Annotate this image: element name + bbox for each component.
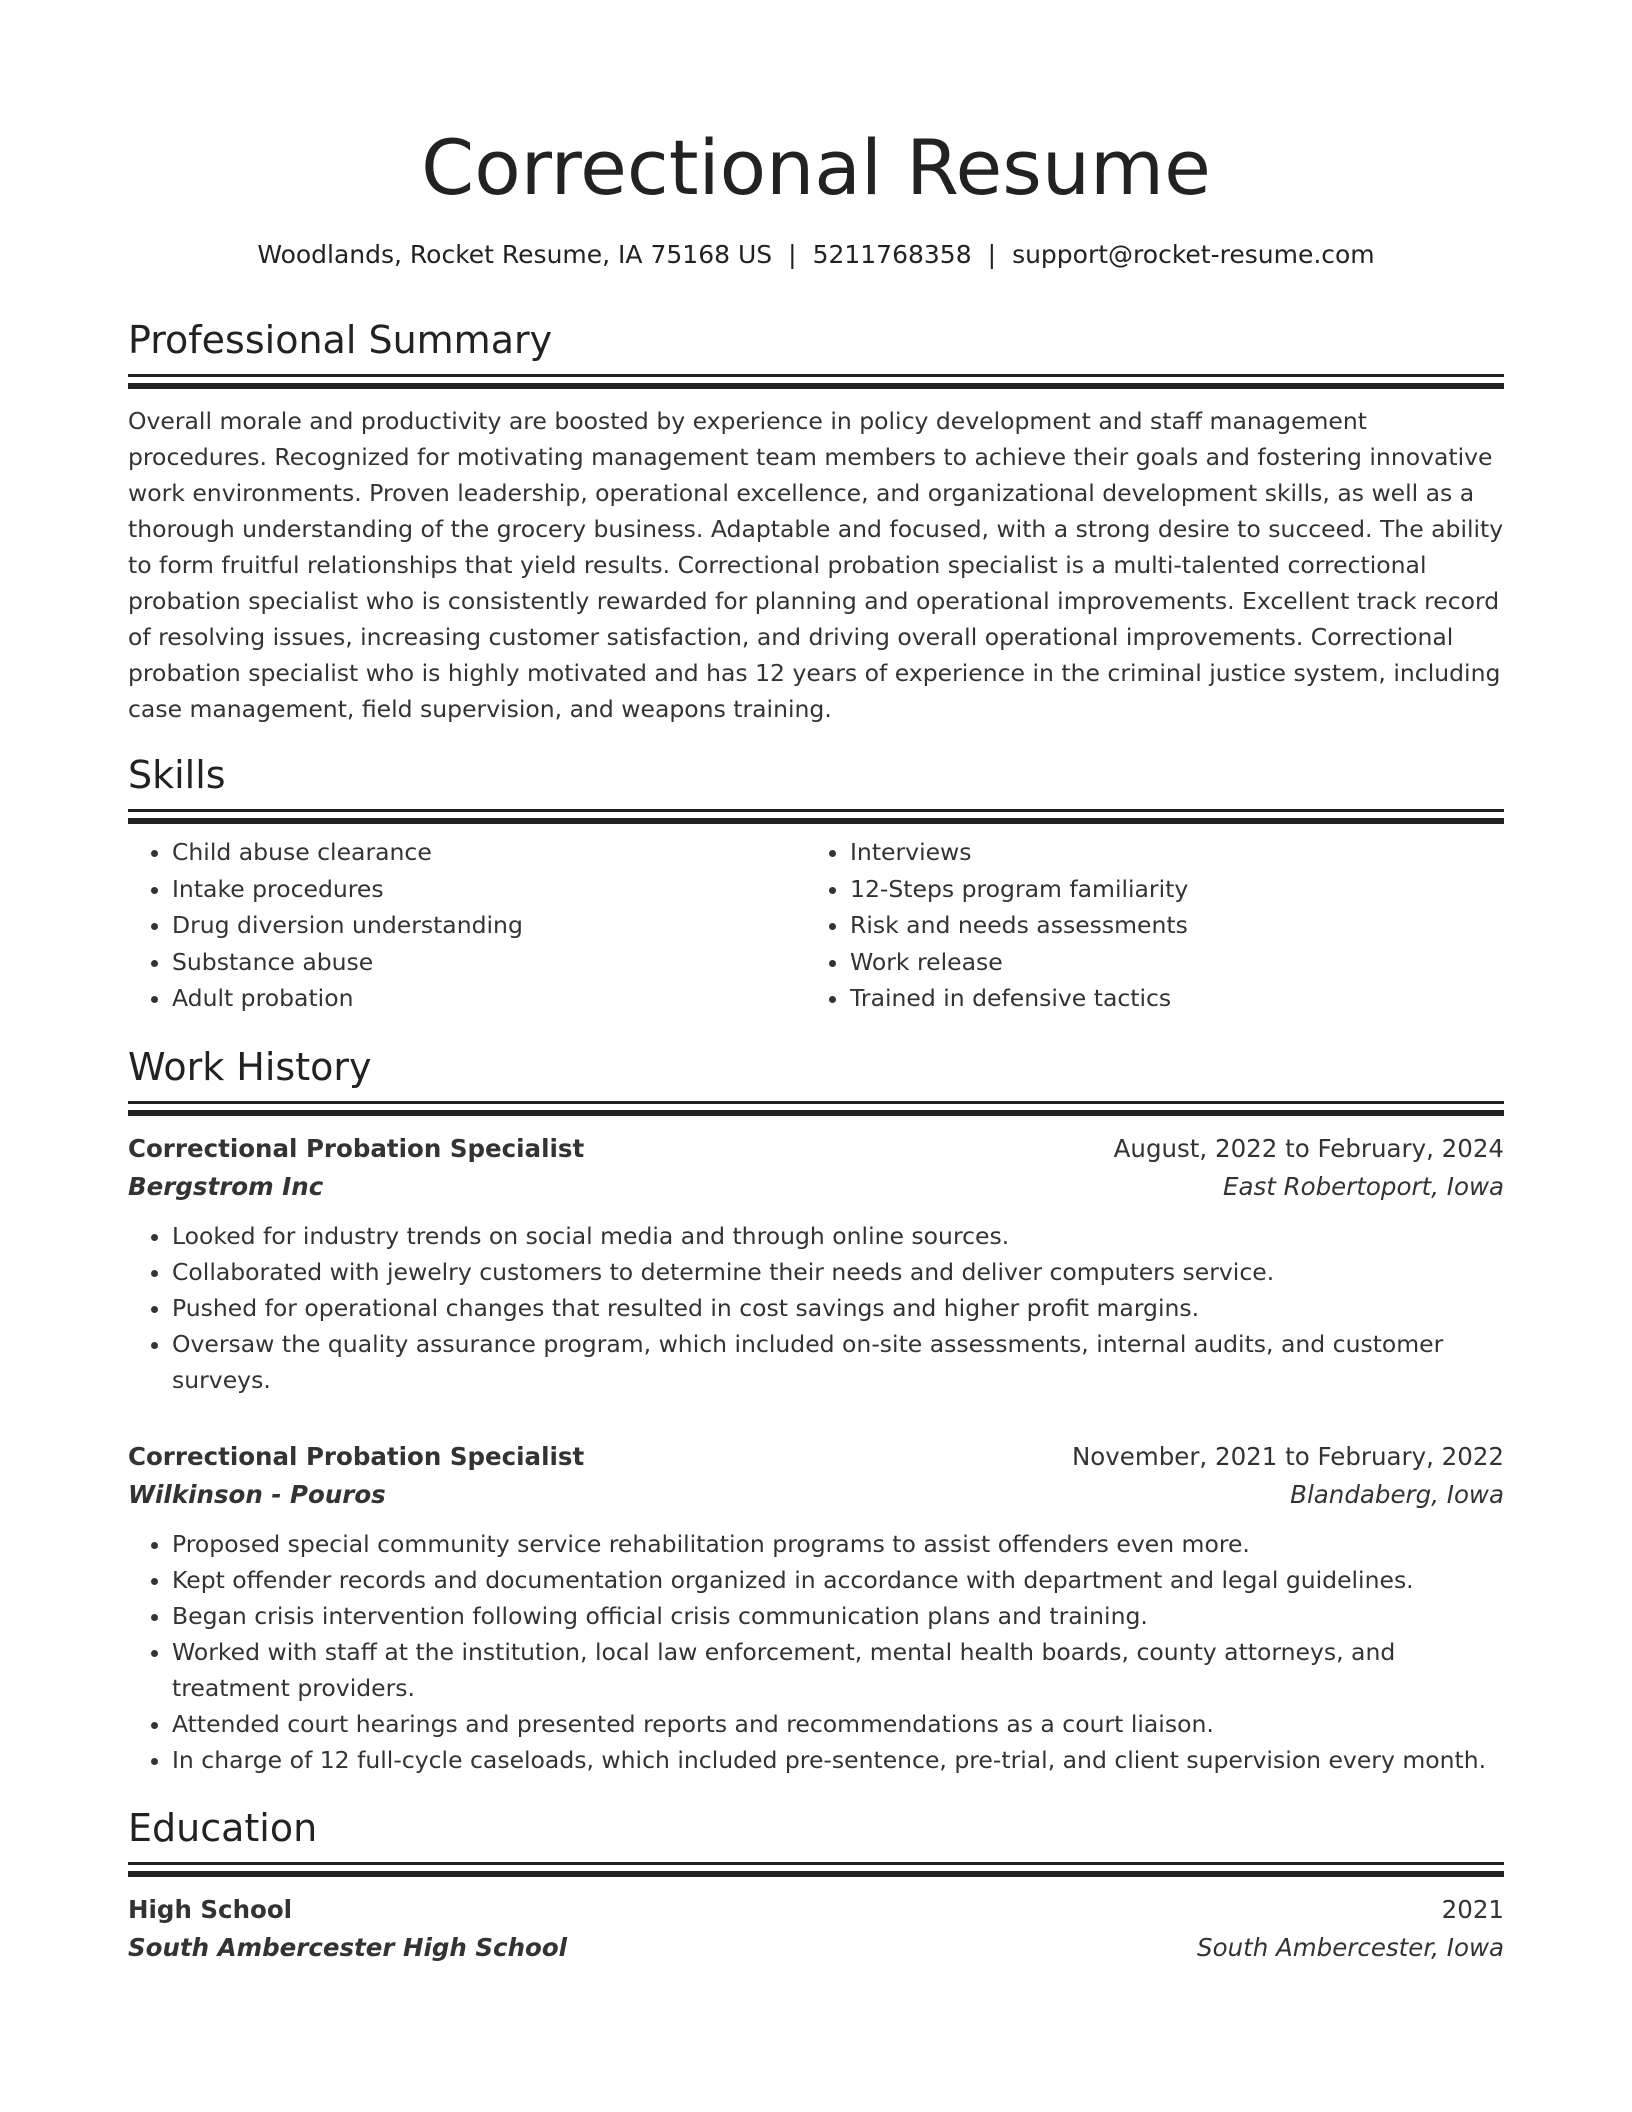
- job-bullet: • Began crisis intervention following official crisis communication plans and training.: [172, 1598, 1504, 1634]
- job-bullet: • Pushed for operational changes that resulted in cost savings and higher profit margins.: [172, 1290, 1504, 1326]
- job-bullets: [128, 1526, 1504, 1778]
- work-history-section: [128, 1043, 1504, 1778]
- job-dates: November, 2021 to February, 2022: [1071, 1441, 1504, 1471]
- job-bullet: • Attended court hearings and presented reports and recommendations as a court liaison.: [172, 1706, 1504, 1742]
- skill-item: • Drug diversion understanding: [172, 907, 806, 944]
- job-bullet: • Worked with staff at the institution, local law enforcement, mental health boards, county attorneys, and treatment providers.: [172, 1634, 1504, 1706]
- job-location: Blandaberg, Iowa: [1290, 1479, 1504, 1509]
- section-heading: Professional Summary: [128, 318, 553, 362]
- education-year: 2021: [1441, 1894, 1504, 1924]
- job-header: [128, 1130, 1504, 1168]
- job-subheader: [128, 1476, 1504, 1514]
- section-divider-thick: [128, 818, 1504, 824]
- job-company: Wilkinson - Pouros: [128, 1479, 386, 1509]
- skill-item: • Substance abuse: [172, 944, 806, 981]
- education-header: [128, 1891, 1504, 1929]
- job-bullet: • Looked for industry trends on social media and through online sources.: [172, 1218, 1504, 1254]
- skills-column-right: [806, 834, 1504, 1017]
- job-subheader: [128, 1168, 1504, 1206]
- job-bullet: • Proposed special community service rehabilitation programs to assist offenders even more.: [172, 1526, 1504, 1562]
- job-dates: August, 2022 to February, 2024: [1113, 1133, 1504, 1163]
- contact-email: support@rocket-resume.com: [1012, 240, 1375, 269]
- skill-item: • Adult probation: [172, 980, 806, 1017]
- job-entry: [128, 1438, 1504, 1778]
- education-entry: [128, 1891, 1504, 1967]
- skill-item: • 12-Steps program familiarity: [850, 871, 1504, 908]
- section-divider-thick: [128, 383, 1504, 389]
- education-location: South Ambercester, Iowa: [1197, 1932, 1504, 1962]
- contact-separator: |: [788, 240, 797, 269]
- skill-item: • Intake procedures: [172, 871, 806, 908]
- skill-item: • Interviews: [850, 834, 1504, 871]
- skill-item: • Child abuse clearance: [172, 834, 806, 871]
- job-entry: [128, 1130, 1504, 1398]
- job-company: Bergstrom Inc: [128, 1171, 324, 1201]
- education-subheader: [128, 1929, 1504, 1967]
- skills-column-left: [128, 834, 806, 1017]
- job-title: Correctional Probation Specialist: [128, 1133, 585, 1163]
- contact-line: [128, 238, 1504, 272]
- job-header: [128, 1438, 1504, 1476]
- summary-text: Overall morale and productivity are boosted by experience in policy development and staff management procedures. Recognized for motivating management team members to achieve their goals and fostering innovative work environments. Proven leadership, operational excellence, and organizational development skills, as well as a thorough understanding of the grocery business. Adaptable and focused, with a strong desire to succeed. The ability to form fruitful relationships that yield results. Correctional probation specialist is a multi-talented correctional probation specialist who is consistently rewarded for planning and operational improvements. Excellent track record of resolving issues, increasing customer satisfaction, and driving overall operational improvements. Correctional probation specialist who is highly motivated and has 12 years of experience in the criminal justice system, including case management, field supervision, and weapons training.: [128, 407, 1504, 723]
- education-degree: High School: [128, 1894, 293, 1924]
- skill-item: • Trained in defensive tactics: [850, 980, 1504, 1017]
- section-divider-thick: [128, 1871, 1504, 1877]
- job-location: East Robertoport, Iowa: [1222, 1171, 1504, 1201]
- skills-section: [128, 751, 1504, 1017]
- job-bullet: • Oversaw the quality assurance program, which included on-site assessments, internal audits, and customer surveys.: [172, 1326, 1504, 1398]
- skill-item: • Work release: [850, 944, 1504, 981]
- job-bullet: • In charge of 12 full-cycle caseloads, which included pre-sentence, pre-trial, and client supervision every month.: [172, 1742, 1504, 1778]
- contact-phone: 5211768358: [812, 240, 972, 269]
- section-heading: Education: [128, 1805, 318, 1850]
- job-bullet: • Kept offender records and documentation organized in accordance with department and legal guidelines.: [172, 1562, 1504, 1598]
- summary-section: [128, 316, 1504, 727]
- job-title: Correctional Probation Specialist: [128, 1441, 585, 1471]
- section-divider: [128, 374, 1504, 377]
- section-heading: Skills: [128, 753, 226, 797]
- section-divider-thick: [128, 1110, 1504, 1116]
- resume-title: Correctional Resume: [421, 123, 1211, 212]
- section-divider: [128, 1862, 1504, 1865]
- education-section: [128, 1804, 1504, 1967]
- section-divider: [128, 1101, 1504, 1104]
- section-heading: Work History: [128, 1044, 372, 1089]
- job-bullet: • Collaborated with jewelry customers to determine their needs and deliver computers service.: [172, 1254, 1504, 1290]
- job-bullets: [128, 1218, 1504, 1398]
- section-divider: [128, 809, 1504, 812]
- skills-list: [128, 834, 1504, 1017]
- skill-item: • Risk and needs assessments: [850, 907, 1504, 944]
- contact-address: Woodlands, Rocket Resume, IA 75168 US: [257, 240, 773, 269]
- contact-separator: |: [987, 240, 997, 269]
- education-school: South Ambercester High School: [128, 1932, 568, 1962]
